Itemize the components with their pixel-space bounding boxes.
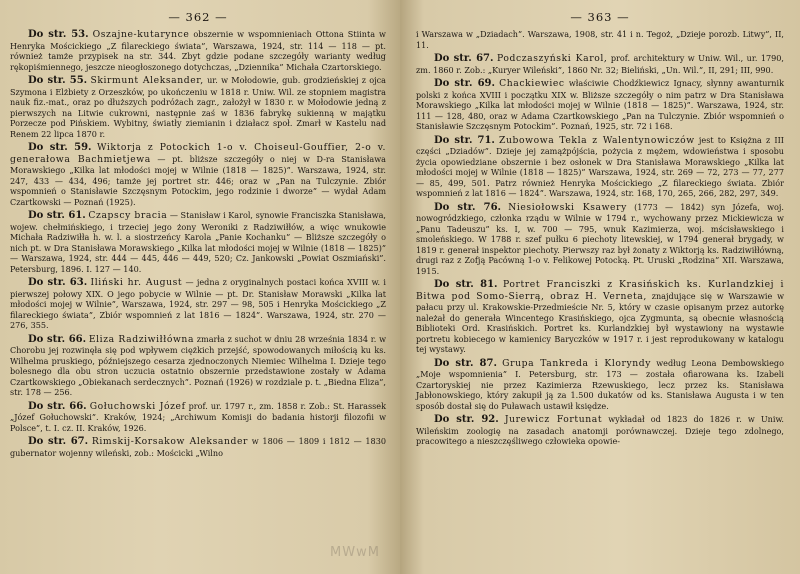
right-entries [416, 29, 784, 447]
note-text: — jedna z oryginalnych postaci końca XVIII w. i pierwszej połowy XIX. O jego pobycie w Wilnie — pt. Dr. Stanisław Morawski „Kilka lat młodości mojej w Wilnie”, Warszawa, 1924, str. 297 — 98, 505 i Henryka Mościckiego „Z filareckiego świata”, Zbiór wspomnień z lat 1816 — 1824”. Warszawa, 1924, str. 270 — 276, 355. [10, 277, 386, 330]
page-number-right: — 363 — [570, 10, 630, 24]
note-heading: Wiktorja z Potockich 1-o v. Choiseul-Gouffier, 2-o v. generałowa Bachmietjewa [10, 142, 386, 165]
right-page [400, 0, 800, 574]
note-entry [10, 436, 386, 458]
note-heading: Skirmunt Aleksander, [90, 75, 204, 86]
note-entry [416, 358, 784, 412]
note-entry [416, 414, 784, 447]
note-heading: Rimskij-Korsakow Aleksander [91, 436, 248, 447]
note-text: prof. architektury w Uniw. Wil., ur. 1790, zm. 1860 r. Zob.: „Kuryer Wileński”, 1860 Nr. 32; Bieliński, „Un. Wil.”, II, 291; III, 990. [416, 53, 785, 75]
note-text: — pt. bliższe szczegóły o niej w D-ra Stanisława Morawskiego „Kilka lat młodości mojej w Wilnie (1818 — 1825)”. Warszawa, 1924, str. 247, 433 — 434, 496; tamże jej portret str. 446; oraz w „Pan na Tulczynie. Zbiór wspomnień o Stanisławie Szczęsnym Potockim, jego rodzinie i dworze” — wydał Adam Czartkowski — Poznań (1925). [10, 153, 386, 207]
note-reference: Do str. 92. [434, 414, 499, 425]
note-text: ur. w Mołodowie, gub. grodzieńskiej z ojca Szymona i Elżbiety z Orzeszków, po ukończeniu w 1818 r. Uniw. Wil. ze stopniem magistra nauk fiz.-mat., oraz po dłuższych podróżach zagr., założył w 1830 r. w Mołodowie jedną z pierwszych na Litwie cukrowni, następnie zaś w 1836 fabrykę sukienną w majątku Porzecze pod Pińskiem. Wybitny, światły ziemianin i działacz społ. Zmarł w Kastelu nad Renem 22 lipca 1870 r. [10, 75, 386, 139]
note-reference: Do str. 69. [434, 78, 495, 89]
page-number-left: — 362 — [168, 10, 228, 24]
note-text: — Stanisław i Karol, synowie Franciszka Stanisława, wojew. chełmińskiego, i trzeciej jego żony Weroniki z Radziwiłłów, a więc wnukowie Michała Radziwiłła h. w. l. a siostrzeńcy Karola „Panie Kochanku” — Bliższe szczegóły o nich pt. w Dra Stanisława Morawskiego „Kilka lat młodości mojej w Wilnie (1818 — 1825)” — Warszawa, 1924, str. 444 — 445, 446 — 449, 520; Cz. Jankowski „Powiat Oszmiański”. Petersburg, 1896. I. 127 — 140. [10, 210, 386, 274]
note-reference: Do str. 67. [28, 436, 89, 447]
note-heading: Oszajne-kutarynce [92, 29, 190, 40]
note-text: wykładał od 1823 do 1826 r. w Uniw. Wileńskim zoologię na zasadach anatomji porównawczej. Dzieje tego zdolnego, pracowitego a nieszczęśliwego człowieka opowie- [416, 414, 784, 446]
note-heading: Gołuchowski Józef [89, 400, 186, 412]
note-text: według Leona Dembowskiego „Moje wspomnienia” I. Petersburg, str. 173 — została ofiarowana ks. Izabeli Czartoryskiej nie przez Kazimierza Rzewuskiego, lecz przez ks. Stanisława Jabłonowskiego, który zakupił ją za 1.500 dukatów od ks. Stanisława Augusta i w ten sposób dostał się do Puławach ustawił księdze. [416, 357, 784, 411]
note-entry [416, 202, 784, 277]
note-text: prof. ur. 1797 r., zm. 1858 r. Zob.: St. Harassek „Józef Gołuchowski”. Kraków, 1924; „Archiwum Komisji do badania historji filozofii w Polsce”, t. I. cz. II. Kraków, 1926. [10, 400, 386, 433]
note-heading: Podczaszyński Karol, [496, 53, 608, 64]
note-reference: Do str. 53. [28, 29, 89, 40]
note-heading: Zubowowa Tekla z Walentynowiczów [499, 134, 695, 146]
note-reference: Do str. 59. [28, 142, 92, 153]
note-heading: Iliński hr. August [90, 277, 183, 288]
note-heading: Niesiołowski Ksawery [508, 201, 627, 213]
note-entry [10, 401, 386, 434]
note-reference: Do str. 67. [434, 53, 494, 64]
note-text: obszernie w wspomnieniach Ottona Stiinta w Henryka Mościckiego „Z filareckiego świata”, Warszawa, 1924, str. 114 — 118 — pt. również tamże przypisek na str. 344. Zbyt gdzie podane szczegóły warianty według rękopiśmiennego, jeszcze nieogłoszonego dotychczas, „Dziennika” Michała Czartorskiego. [10, 29, 386, 72]
left-entries [10, 29, 386, 458]
note-entry [10, 75, 386, 139]
note-reference: Do str. 61. [28, 210, 86, 221]
note-heading: Jurewicz Fortunat [504, 414, 603, 425]
note-text: w 1806 — 1809 i 1812 — 1830 gubernator wojenny wileński, zob.: Mościcki „Wilno [10, 436, 387, 458]
note-entry [416, 29, 784, 50]
note-entry [10, 334, 386, 398]
note-heading: Chackiewiec [499, 78, 565, 89]
note-heading: Grupa Tankreda i Kloryndy [502, 357, 652, 369]
note-entry [10, 142, 386, 207]
note-reference: Do str. 55. [28, 75, 88, 86]
note-entry [416, 78, 784, 132]
watermark-text: MWwM [330, 545, 380, 560]
note-entry [416, 279, 784, 355]
note-text: (1773 — 1842) syn Józefa, woj. nowogródzkiego, członka rządu w Wilnie w 1794 r., wychowany przez Mickiewicza w „Panu Tadeuszu” ks. I, w. 700 — 795, wnuk Kazimierza, woj. mścisławskiego i smoleńskiego. W 1788 r. szef pułku 6 piechoty litewskiej, w 1794 generał brygady, w 1819 r. generał inspektor piechoty. Pierwszy raz był żonaty z Wiktorją ks. Radziwiłłówną, drugi raz z Zofją Pacówną 1-o v. Felikowej Potocką. Pt. Uruski „Rodzina” XII. Warszawa, 1915. [416, 201, 784, 276]
note-text: i Warszawa w „Dziadach”. Warszawa, 1908, str. 41 i n. Tegoż, „Dzieje porozb. Litwy”, II, 11. [416, 29, 784, 50]
note-reference: Do str. 63. [28, 277, 88, 288]
note-heading: Portret Franciszki z Krasińskich ks. Kurlandzkiej i Bitwa pod Somo-Sierrą, obraz H. Verneta, [416, 279, 784, 302]
note-reference: Do str. 71. [434, 134, 495, 146]
note-reference: Do str. 66. [28, 333, 87, 345]
note-reference: Do str. 76. [434, 201, 502, 213]
note-entry [416, 53, 784, 75]
note-entry [10, 277, 386, 331]
note-reference: Do str. 66. [28, 400, 87, 412]
note-heading: Czapscy bracia [88, 210, 168, 221]
note-reference: Do str. 81. [434, 279, 498, 290]
note-text: znajdujące się w Warszawie w pałacu przy ul. Krakowskie-Przedmieście Nr. 5, który w czasie opisanym przez autorkę należał do generała Wincentego Krasińskiego, ojca Zygmunta, są obecnie własnością Biblioteki Ord. Krasińskich. Portret ks. Kurlandzkiej był wystawiony na wystawie portretu kobiecego w kamienicy Baryczków w 1917 r. i jest reprodukowany w katalogu tej wystawy. [416, 290, 785, 354]
note-entry [10, 210, 386, 274]
note-reference: Do str. 87. [434, 357, 497, 369]
note-text: zmarła z suchot w dniu 28 września 1834 r. w Chorobu jej rozwinęła się pod wpływem ciężkich przejść, spowodowanych miłością ku ks. Wilhelma pruskiego, późniejszego cesarza zjednoczonych Niemiec Wilhelma I. Dzieje tego bolesnego dla obu stron uczucia ostatnio obszernie przedstawione zostały w Adama Czartkowskiego „Obiekanach serdecznych”. Poznań (1926) w rozdziale p. t. „Biedna Eliza”, str. 178 — 256. [10, 333, 387, 397]
note-entry [416, 135, 784, 199]
note-heading: Eliza Radziwiłłówna [88, 333, 195, 345]
note-text: jest to Księżna z III części „Dziadów”. Dzieje jej zamążpójścia, pożycia z mężem, wdowieństwa i sposobu życia opowiedziane obszernie i bez osłonek w Dra Stanisława Morawskiego „Kilka lat młodości mojej w Wilnie (1818 — 1825)” Warszawa, 1924, str. 269 — 72, 273 — 77, 277 — 85, 499, 501. Patrz również Henryka Mościckiego „Z filareckiego świata. Zbiór wspomnień z lat 1816 — 1824”. Warszawa, 1924, str. 168, 170, 265, 266, 282, 297, 349. [416, 134, 784, 198]
note-text: właściwie Chodźkiewicz Ignacy, słynny awanturnik polski z końca XVIII i początku XIX w. Bliższe szczegóły o nim patrz w Dra Stanisława Morawskiego „Kilka lat młodości mojej w Wilnie (1818 — 1825)”. Warszawa, 1924, str. 111 — 128, 480, oraz w Adama Czartkowskiego „Pan na Tulczynie. Zbiór wspomnień o Stanisławie Szczęsnym Potockim”. Poznań, 1925, str. 72 i 168. [416, 78, 784, 131]
note-entry [10, 29, 386, 72]
